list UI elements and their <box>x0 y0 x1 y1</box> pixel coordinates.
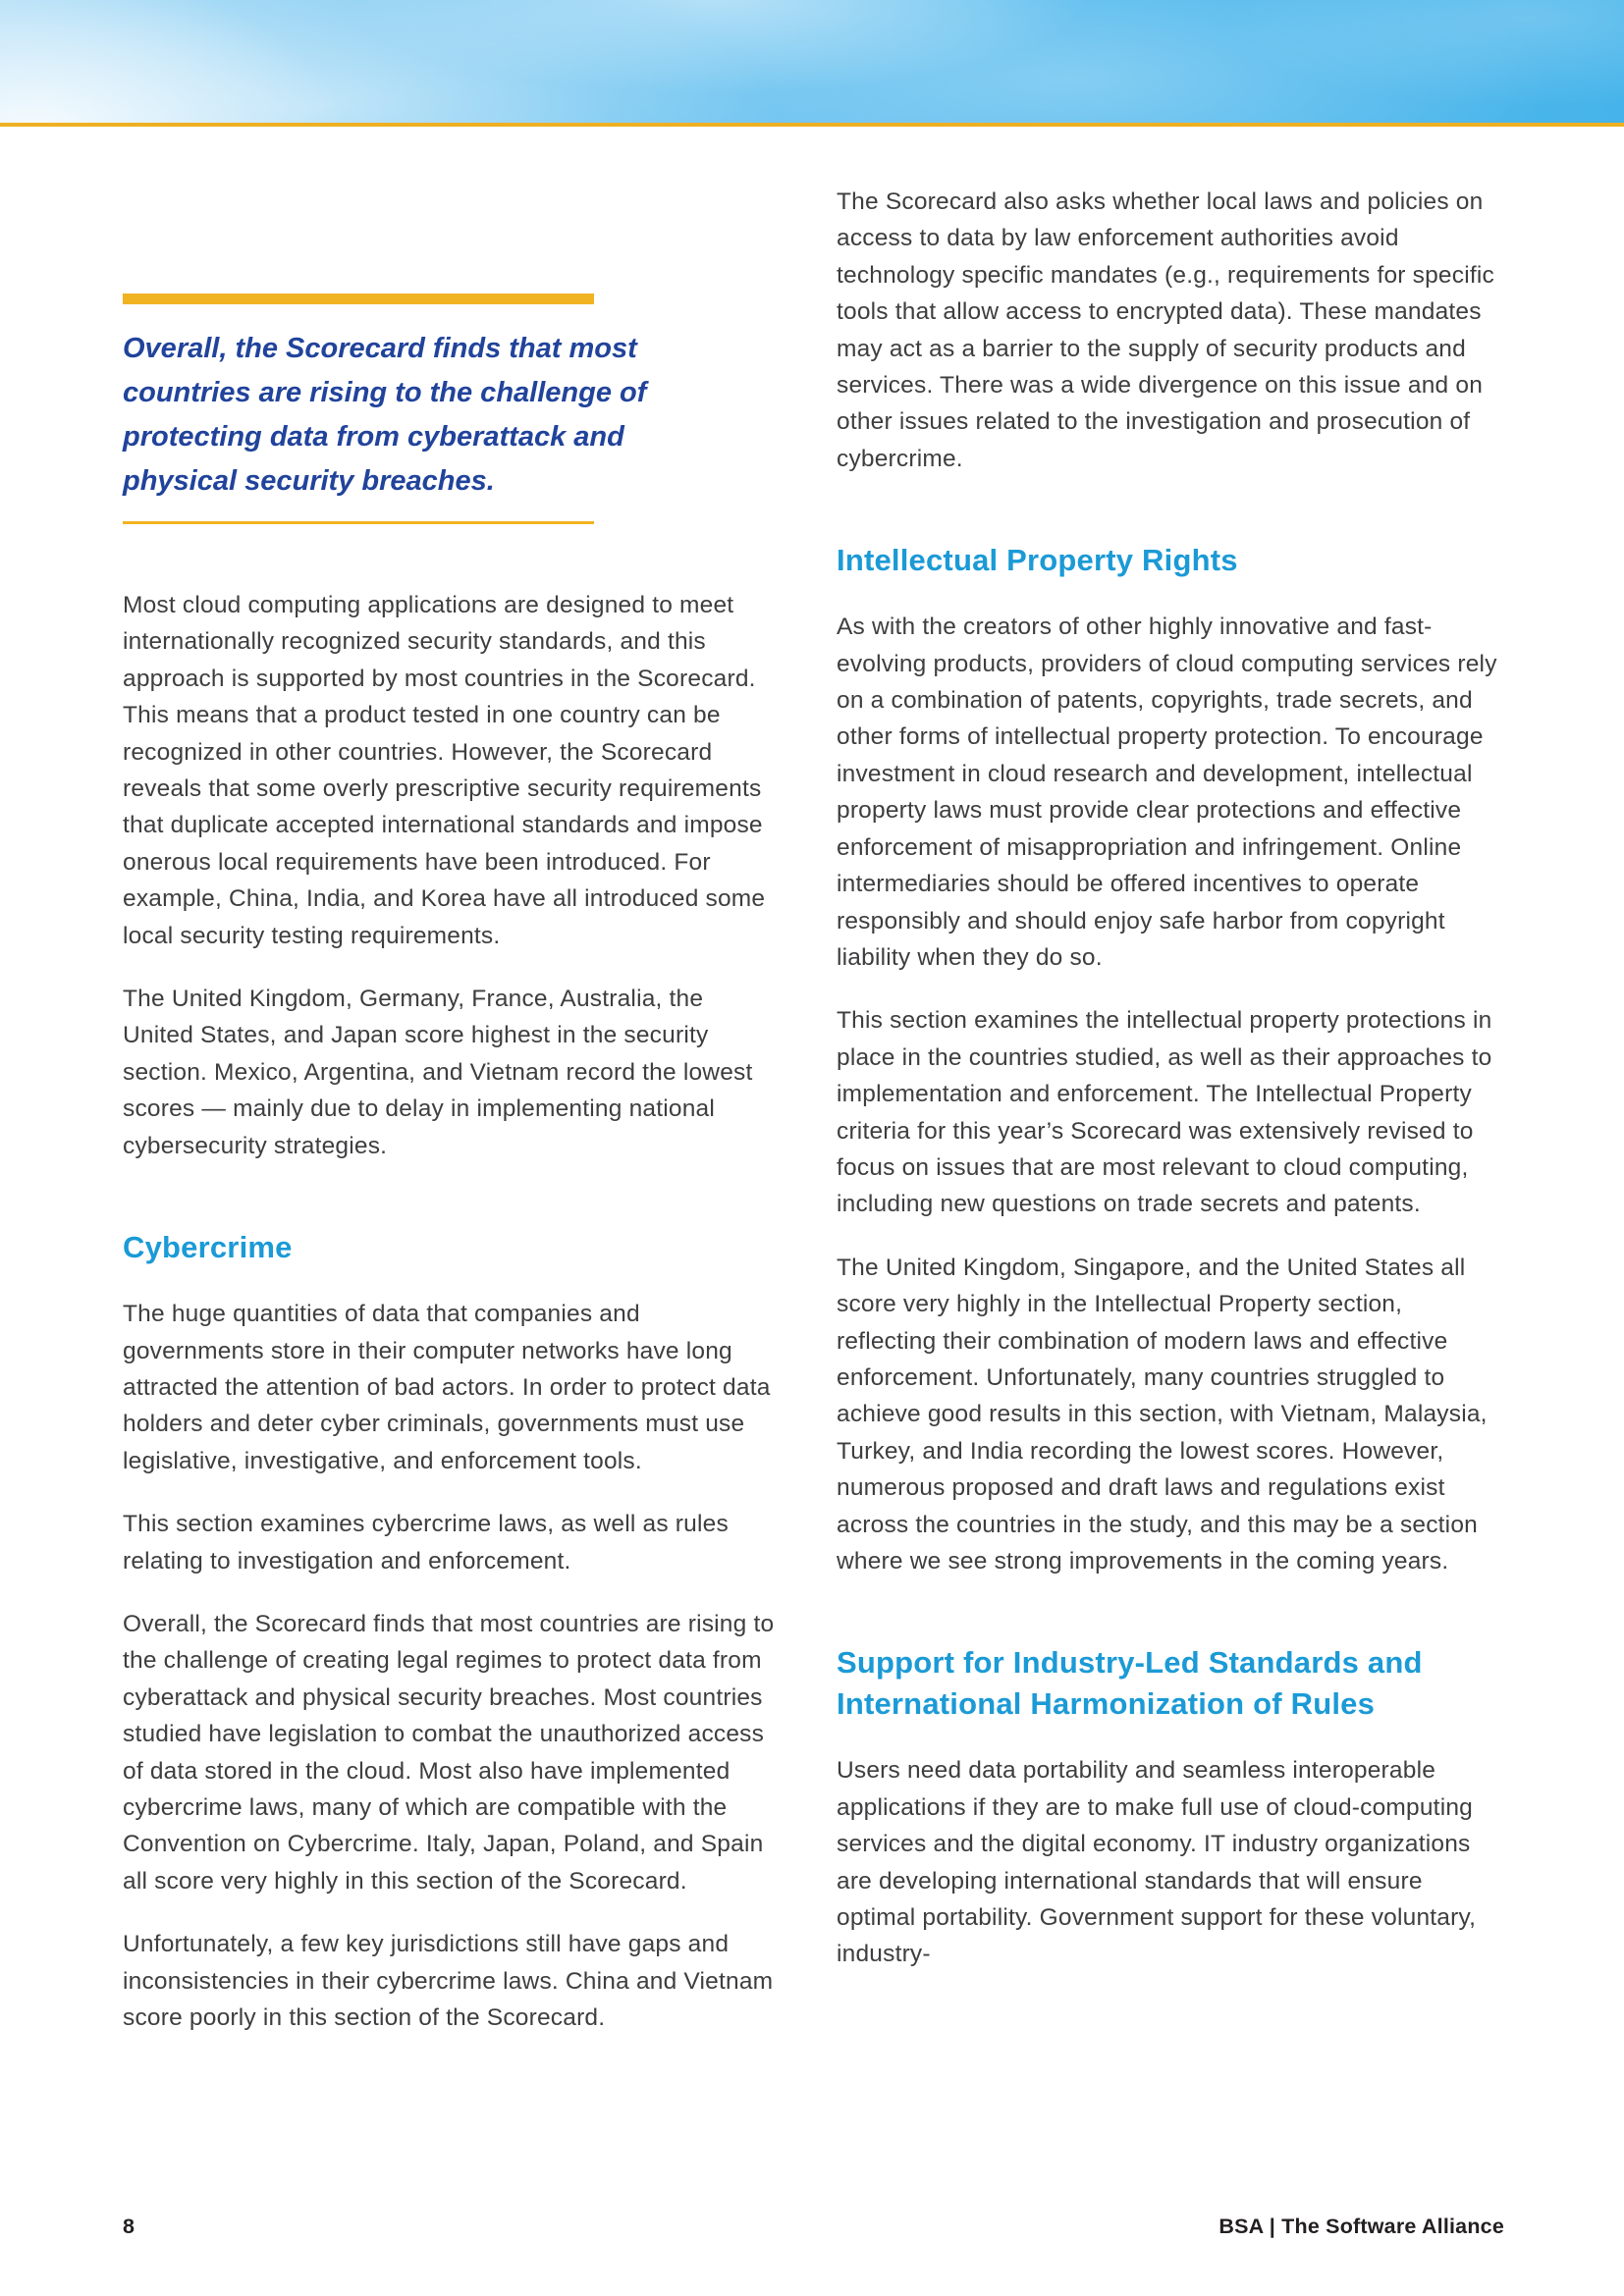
paragraph-ip-scope: This section examines the intellectual property protections in place in the countries studied, as well as their approaches to implementation and enforcement. The Intellectual Property criteria for this year’s Scorecard was extensively revised to focus on issues that are most relevant to cloud computing, including new questions on trade secrets and patents. <box>837 1007 1492 1218</box>
header-sky-photo <box>0 0 1624 123</box>
page-content <box>0 127 1624 2062</box>
paragraph-security-scores: The United Kingdom, Germany, France, Australia, the United States, and Japan score highest in the security section. Mexico, Argentina, and Vietnam record the lowest scores — mainly due to delay in implementing national cybersecurity strategies. <box>123 986 753 1159</box>
pull-quote-text: Overall, the Scorecard finds that most countries are rising to the challenge of protecting data from cyberattack and physical security breaches. <box>123 333 647 497</box>
footer-brand: BSA | The Software Alliance <box>1218 2215 1504 2238</box>
left-column <box>123 127 781 2062</box>
page-footer <box>123 2215 1504 2239</box>
pull-quote-callout <box>123 294 781 524</box>
paragraph-cybercrime-intro: The huge quantities of data that companies and governments store in their computer networks have long attracted the attention of bad actors. In order to protect data holders and deter cyber criminals, governments must use legislative, investigative, and enforcement tools. <box>123 1301 771 1474</box>
paragraph-cybercrime-gaps: Unfortunately, a few key jurisdictions still have gaps and inconsistencies in their cybercrime laws. China and Vietnam score poorly in this section of the Scorecard. <box>123 1931 774 2031</box>
paragraph-cybercrime-scope: This section examines cybercrime laws, as well as rules relating to investigation and enforcement. <box>123 1511 729 1575</box>
paragraph-ip-intro: As with the creators of other highly innovative and fast-evolving products, providers of cloud computing services rely on a combination of patents, copyrights, trade secrets, and other forms of intellectual property protection. To encourage investment in cloud research and development, intellectual property laws must provide clear protections and effective enforcement of misappropriation and infringement. Online intermediaries should be offered incentives to operate responsibly and should enjoy safe harbor from copyright liability when they do so. <box>837 614 1497 971</box>
heading-industry-led-standards: Support for Industry-Led Standards and International Harmonization of Rules <box>837 1645 1423 1722</box>
paragraph-security-standards: Most cloud computing applications are designed to meet internationally recognized security standards, and this approach is supported by most countries in the Scorecard. This means that a product tested in one country can be recognized in other countries. However, the Scorecard reveals that some overly prescriptive security requirements that duplicate accepted international standards and impose onerous local requirements have been introduced. For example, China, India, and Korea have all introduced some local security testing requirements. <box>123 592 766 949</box>
heading-intellectual-property-rights: Intellectual Property Rights <box>837 543 1238 578</box>
heading-cybercrime: Cybercrime <box>123 1230 293 1265</box>
pull-quote-top-rule <box>123 294 594 304</box>
right-column <box>837 127 1504 2000</box>
page-number: 8 <box>123 2215 135 2238</box>
paragraph-law-enforcement-mandates: The Scorecard also asks whether local laws and policies on access to data by law enforcement authorities avoid technology specific mandates (e.g., requirements for specific tools that allow access to encrypted data). These mandates may act as a barrier to the supply of security products and services. There was a wide divergence on this issue and on other issues related to the investigation and prosecution of cybercrime. <box>837 188 1494 472</box>
paragraph-standards-intro: Users need data portability and seamless interoperable applications if they are to make full use of cloud-computing services and the digital economy. IT industry organizations are developing international standards that will ensure optimal portability. Government support for these voluntary, industry- <box>837 1757 1477 1968</box>
paragraph-cybercrime-overall: Overall, the Scorecard finds that most countries are rising to the challenge of creating legal regimes to protect data from cyberattack and physical security breaches. Most countries studied have legislation to combat the unauthorized access of data stored in the cloud. Most also have implemented cybercrime laws, many of which are compatible with the Convention on Cybercrime. Italy, Japan, Poland, and Spain all score very highly in this section of the Scorecard. <box>123 1610 775 1895</box>
pull-quote-bottom-rule <box>123 521 594 524</box>
paragraph-ip-scores: The United Kingdom, Singapore, and the United States all score very highly in the Intellectual Property section, reflecting their combination of modern laws and effective enforcement. Unfortunately, many countries struggled to achieve good results in this section, with Vietnam, Malaysia, Turkey, and India recording the lowest scores. However, numerous proposed and draft laws and regulations exist across the countries in the study, and this may be a section where we see strong improvements in the coming years. <box>837 1254 1488 1575</box>
